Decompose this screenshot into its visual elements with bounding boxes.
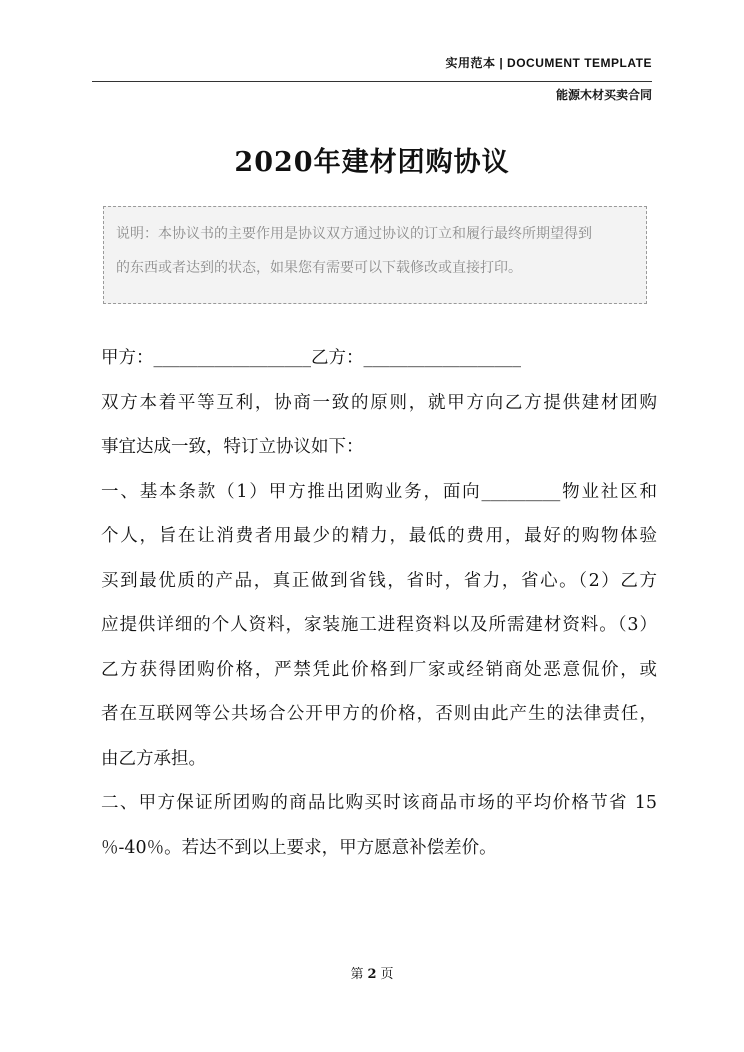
- body-line: 由乙方承担。: [101, 748, 206, 769]
- page-suffix: 页: [380, 967, 394, 982]
- note-line: 的东西或者达到的状态，如果您有需要可以下载修改或直接打印。: [116, 260, 522, 276]
- body-line: 个人，旨在让消费者用最少的精力，最低的费用，最好的购物体验: [101, 526, 657, 546]
- body-line: 乙方获得团购价格，严禁凭此价格到厂家或经销商处恶意侃价，或: [101, 659, 657, 680]
- body-line: 事宜达成一致，特订立协议如下：: [101, 437, 364, 457]
- agreement-body: [101, 336, 657, 870]
- page-prefix: 第: [350, 967, 364, 982]
- page-number: 2: [367, 967, 377, 982]
- body-line: ％-40％。若达不到以上要求，甲方愿意补偿差价。: [101, 837, 497, 858]
- header-divider: [92, 81, 652, 82]
- body-line: 买到最优质的产品，真正做到省钱，省时，省力，省心。（2）乙方: [101, 570, 657, 591]
- body-line: 应提供详细的个人资料，家装施工进程资料以及所需建材资料。（3）: [101, 615, 657, 635]
- description-note-box: [103, 206, 647, 304]
- body-line: 一、基本条款（1）甲方推出团购业务，面向_________物业社区和: [101, 481, 657, 502]
- party-line: 甲方：__________________乙方：__________________: [101, 348, 521, 368]
- page-footer: [0, 963, 744, 982]
- body-line: 二、甲方保证所团购的商品比购买时该商品市场的平均价格节省 15: [101, 793, 657, 813]
- header-template-label: 实用范本 | DOCUMENT TEMPLATE: [445, 56, 652, 70]
- document-title: 2020年建材团购协议: [234, 147, 510, 178]
- header-document-category: 能源木材买卖合同: [555, 88, 652, 102]
- body-line: 双方本着平等互利，协商一致的原则，就甲方向乙方提供建材团购: [101, 392, 657, 413]
- body-line: 者在互联网等公共场合公开甲方的价格，否则由此产生的法律责任，: [101, 704, 657, 724]
- note-line: 说明：本协议书的主要作用是协议双方通过协议的订立和履行最终所期望得到: [116, 226, 592, 242]
